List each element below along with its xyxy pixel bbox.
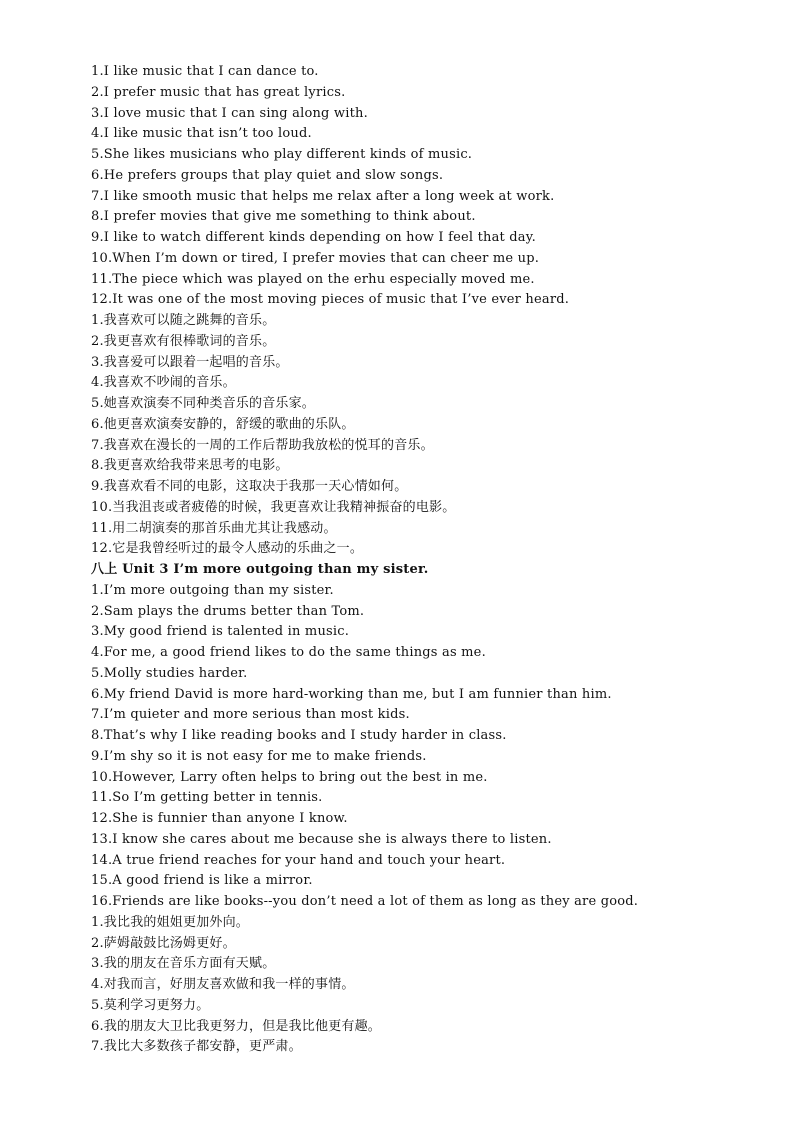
sentence-en: 9.I’m shy so it is not easy for me to make friends.	[91, 748, 427, 764]
sentence-en: 5.Molly studies harder.	[91, 665, 248, 681]
section2-english-list	[91, 581, 771, 913]
sentence-zh: 1.我喜欢可以随之跳舞的音乐。	[91, 313, 276, 328]
sentence-en: 10.However, Larry often helps to bring out the best in me.	[91, 769, 488, 785]
sentence-en: 14.A true friend reaches for your hand and touch your heart.	[91, 852, 506, 868]
sentence-zh: 7.我喜欢在漫长的一周的工作后帮助我放松的悦耳的音乐。	[91, 437, 434, 453]
document-page	[91, 62, 771, 1058]
sentence-en: 12.She is funnier than anyone I know.	[91, 811, 348, 826]
sentence-zh: 10.当我沮丧或者疲倦的时候，我更喜欢让我精神振奋的电影。	[91, 499, 456, 515]
sentence-en: 6.He prefers groups that play quiet and slow songs.	[91, 167, 444, 183]
section2-chinese-list	[91, 913, 771, 1058]
sentence-en: 9.I like to watch different kinds depending on how I feel that day.	[91, 230, 536, 245]
sentence-zh: 5.莫利学习更努力。	[91, 997, 210, 1013]
sentence-zh: 4.我喜欢不吵闹的音乐。	[91, 375, 236, 391]
sentence-zh: 3.我喜爱可以跟着一起唱的音乐。	[91, 354, 289, 370]
section1-chinese-list	[91, 311, 771, 560]
sentence-zh: 12.它是我曾经听过的最令人感动的乐曲之一。	[91, 541, 364, 557]
sentence-zh: 3.我的朋友在音乐方面有天赋。	[91, 956, 276, 972]
sentence-zh: 1.我比我的姐姐更加外向。	[91, 914, 250, 930]
sentence-en: 2.Sam plays the drums better than Tom.	[91, 603, 365, 619]
sentence-en: 8.That’s why I like reading books and I study harder in class.	[91, 728, 507, 743]
sentence-en: 4.I like music that isn’t too loud.	[91, 126, 312, 142]
sentence-zh: 8.我更喜欢给我带来思考的电影。	[91, 458, 289, 474]
unit-heading: 八上 Unit 3 I’m more outgoing than my sister.	[91, 562, 429, 577]
sentence-zh: 9.我喜欢看不同的电影，这取决于我那一天心情如何。	[91, 479, 408, 494]
sentence-en: 7.I like smooth music that helps me relax after a long week at work.	[91, 188, 555, 204]
sentence-en: 11.The piece which was played on the erhu especially moved me.	[91, 271, 535, 287]
sentence-en: 3.My good friend is talented in music.	[91, 624, 350, 640]
sentence-en: 13.I know she cares about me because she is always there to listen.	[91, 831, 552, 847]
sentence-en: 5.She likes musicians who play different kinds of music.	[91, 147, 473, 162]
sentence-en: 7.I’m quieter and more serious than most kids.	[91, 707, 410, 723]
sentence-en: 15.A good friend is like a mirror.	[91, 873, 313, 889]
sentence-en: 6.My friend David is more hard-working than me, but I am funnier than him.	[91, 686, 612, 702]
sentence-en: 2.I prefer music that has great lyrics.	[91, 84, 346, 100]
sentence-en: 11.So I’m getting better in tennis.	[91, 790, 323, 806]
section1-english-list	[91, 62, 771, 311]
sentence-en: 1.I like music that I can dance to.	[91, 64, 319, 79]
sentence-zh: 11.用二胡演奏的那首乐曲尤其让我感动。	[91, 520, 337, 536]
sentence-en: 1.I’m more outgoing than my sister.	[91, 582, 334, 598]
sentence-en: 3.I love music that I can sing along with.	[91, 105, 368, 121]
sentence-en: 4.For me, a good friend likes to do the same things as me.	[91, 645, 486, 660]
sentence-zh: 7.我比大多数孩子都安静，更严肃。	[91, 1039, 302, 1055]
sentence-zh: 6.我的朋友大卫比我更努力，但是我比他更有趣。	[91, 1018, 382, 1034]
sentence-zh: 4.对我而言，好朋友喜欢做和我一样的事情。	[91, 977, 355, 992]
sentence-en: 8.I prefer movies that give me something to think about.	[91, 209, 476, 225]
sentence-zh: 2.萨姆敲鼓比汤姆更好。	[91, 935, 236, 951]
sentence-zh: 6.他更喜欢演奏安静的，舒缓的歌曲的乐队。	[91, 416, 355, 432]
sentence-zh: 2.我更喜欢有很棒歌词的音乐。	[91, 333, 276, 349]
sentence-zh: 5.她喜欢演奏不同种类音乐的音乐家。	[91, 396, 316, 411]
sentence-en: 10.When I’m down or tired, I prefer movies that can cheer me up.	[91, 250, 540, 266]
sentence-en: 16.Friends are like books--you don’t need a lot of them as long as they are good.	[91, 894, 639, 909]
sentence-en: 12.It was one of the most moving pieces of music that I’ve ever heard.	[91, 292, 570, 308]
